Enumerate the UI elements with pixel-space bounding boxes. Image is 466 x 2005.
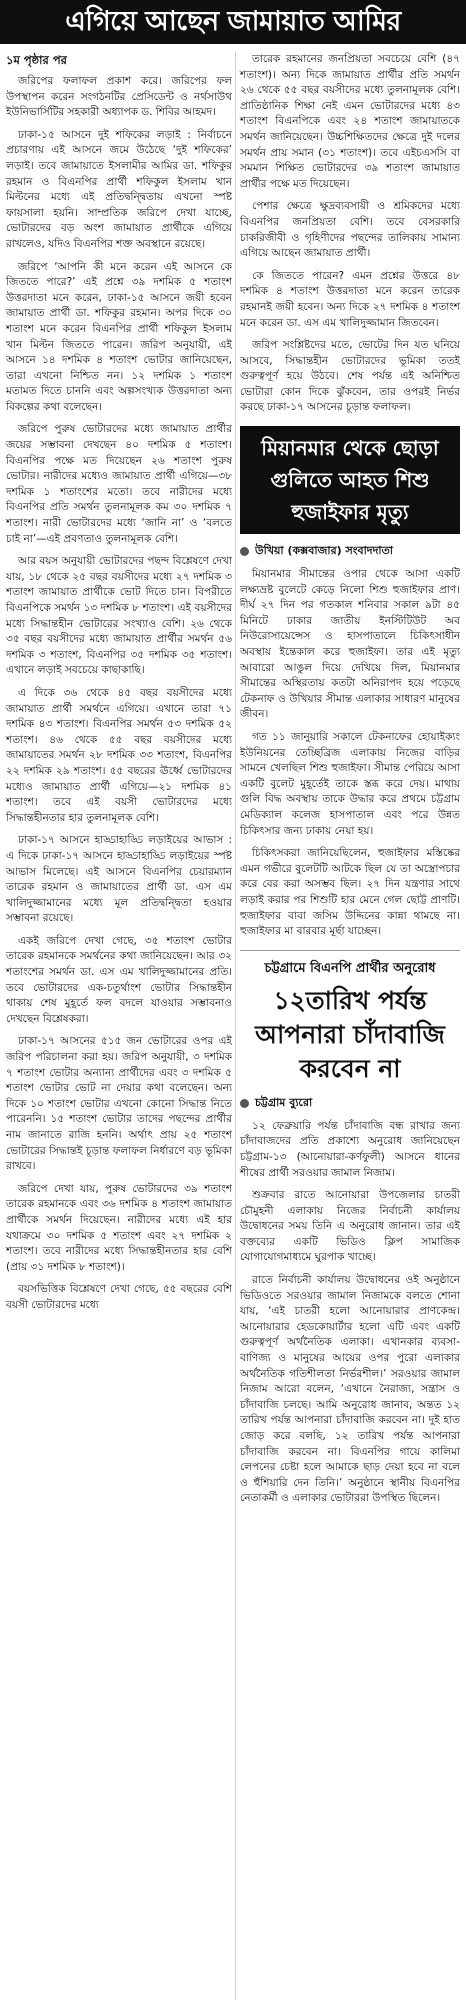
column-divider — [235, 52, 236, 2000]
story3-byline-text: চট্টগ্রাম ব্যুরো — [255, 1095, 313, 1109]
article-paragraph: একই জরিপে দেখা গেছে, ৩৫ শতাংশ ভোটার তারেক রহমানকে সমর্থনের কথা জানিয়েছেন। আর ৩২ শতাংশের সমর্থন ডা. এস এম খালিদুজ্জামানের প্রতি। তবে ভোটারদের এক-চতুর্থাংশ ভোটার সিদ্ধান্তহীন থাকায় শেষ মুহূর্তে ফল বদলে যাওয়ার সম্ভাবনাও দেখছেন বিশ্লেষকরা। — [6, 934, 232, 1025]
story2-body — [240, 567, 460, 940]
article-paragraph: আর বয়স অনুযায়ী ভোটারদের পছন্দ বিশ্লেষণে দেখা যায়, ১৮ থেকে ২৫ বছর বয়সীদের মধ্যে ২৭ দশমিক ৩ শতাংশ জামায়াত প্রার্থীকে ভোট দিতে চান। বিপরীতে বিএনপিকে সমর্থন ১৩ দশমিক ৮ শতাংশ। এই বয়সীদের মধ্যে সিদ্ধান্তহীন ভোটারের সংখ্যাও বেশি। ২৬ থেকে ৩৫ বছর বয়সীদের মধ্যে জামায়াত প্রার্থীর সমর্থন ৫৬ দশমিক ৩ শতাংশ, বিএনপির ৩৫ দশমিক ৩৫ শতাংশ। এখানে লড়াই সবচেয়ে কাছাকাছি। — [6, 555, 232, 677]
section-divider — [240, 950, 460, 951]
article-paragraph: ঢাকা-১৭ আসনে হাড্ডাহাড্ডি লড়াইয়ের আভাস : এ দিকে ঢাকা-১৭ আসনে হাড্ডাহাড্ডি লড়াইয়ের স্পষ্ট আভাস মিলেছে। এই আসনে বিএনপির চেয়ারম্যান তারেক রহমান ও জামায়াতের প্রার্থী ডা. এস এম খালিদুজ্জামানের মধ্যে মূল প্রতিদ্বন্দ্বিতা হওয়ার সম্ভাবনা রয়েছে। — [6, 834, 232, 925]
story3-body — [240, 1119, 460, 1507]
article-paragraph: গত ১১ জানুয়ারি সকালে টেকনাফের হোয়াইক্যং ইউনিয়নের তেচ্ছিব্রিজ এলাকায় নিজের বাড়ির সামনে খেলছিল শিশু হুজাইফা। সীমান্ত পেরিয়ে আসা একটি বুলেট মুহূর্তেই তাকে স্তব্ধ করে দেয়। মাথায় গুলি বিদ্ধ অবস্থায় তাকে উদ্ধার করে প্রথমে চট্টগ্রাম মেডিক্যাল কলেজ হাসপাতাল এবং পরে উন্নত চিকিৎসার জন্য ঢাকায় নেয়া হয়। — [240, 731, 460, 837]
right-article-continuation — [240, 52, 460, 416]
article-paragraph: ১২ ফেব্রুয়ারি পর্যন্ত চাঁদাবাজি বন্ধ রাখার জন্য চাঁদাবাজদের প্রতি প্রকাশ্যে অনুরোধ জানিয়েছেন চট্টগ্রাম-১৩ (আনোয়ারা-কর্ণফুলী) আসনে ধানের শীষের প্রার্থী সরওয়ার জামাল নিজাম। — [240, 1119, 460, 1179]
article-paragraph: জরিপের ফলাফল প্রকাশ করে। জরিপের ফল উপস্থাপন করেন সংগঠনটির প্রেসিডেন্ট ও নর্থসাউথ ইউনিভার্সিটির সহকারী অধ্যাপক ড. শিবির আহমদ। — [6, 75, 232, 119]
article-paragraph: কে জিততে পারেন? এমন প্রশ্নের উত্তরে ৪৮ দশমিক ৪ শতাংশ উত্তরদাতা মনে করেন তারেক রহমানই জয়ী হবেন। অন্য দিকে ২৭ দশমিক ৪ শতাংশ মনে করেন ডা. এস এম খালিদুজ্জামান জিতবেন। — [240, 269, 460, 329]
article-paragraph: ঢাকা-১৫ আসনে দুই শফিকের লড়াই : নির্বাচনে প্রচারণায় এই আসনে জমে উঠেছে ‘দুই শফিকের’ লড়াই। তবে জামায়াতে ইসলামীর আমির ডা. শফিকুর রহমান ও বিএনপির প্রার্থী শফিকুল ইসলাম খান মিল্টনের মধ্যে এই প্রতিদ্বন্দ্বিতায় এখনো স্পষ্ট ফায়সালা হয়নি। সাম্প্রতিক জরিপে দেখা যাচ্ছে, ভোটারদের বড় অংশ জামায়াত প্রার্থীকে এগিয়ে রাখলেও, যদিও বিএনপির শক্ত অবস্থানে রয়েছে। — [6, 128, 232, 250]
article-paragraph: মিয়ানমার সীমান্তের ওপার থেকে আসা একটি লক্ষ্যভ্রষ্ট বুলেটে কেড়ে নিলো শিশু হুজাইফার প্রাণ। দীর্ঘ ২৭ দিন পর গতকাল শনিবার সকাল ৯টা ৪৫ মিনিটে ঢাকার জাতীয় ইনস্টিটিউট অব নিউরোসায়েন্সেস ও হাসপাতালে চিকিৎসাধীন অবস্থায় ইন্তেকাল করে হুজাইফা। তার এই মৃত্যু আবারো আঙুল দিয়ে দেখিয়ে দিল, মিয়ানমার সীমান্তের অস্থিরতায় কতটা অনিরাপদ হয়ে পড়েছে টেকনাফ ও উখিয়ার সীমান্ত এলাকার সাধারণ মানুষের জীবন। — [240, 568, 460, 721]
story3-kicker: চট্টগ্রামে বিএনপি প্রার্থীর অনুরোধ — [264, 960, 436, 976]
bullet-icon — [240, 547, 249, 556]
article-paragraph: জরিপ সংশ্লিষ্টদের মতে, ভোটের দিন যত ঘনিয়ে আসবে, সিদ্ধান্তহীন ভোটারদের ভূমিকা ততই গুরুত্বপূর্ণ হয়ে উঠবে। শেষ পর্যন্ত এই অনিশ্চিত ভোটারা কোন দিকে ঝুঁকবেন, তার ওপরই নির্ভর করছে ঢাকা-১৭ আসনের চূড়ান্ত ফলাফল। — [240, 339, 460, 414]
article-paragraph: এ দিকে ৩৬ থেকে ৪৫ বছর বয়সীদের মধ্যে জামায়াত প্রার্থী সমর্থনে এগিয়ে। এখানে তারা ৭১ দশমিক ৪৩ শতাংশ। বিএনপির সমর্থন ৫৩ দশমিক ৫২ শতাংশ। ৪৬ থেকে ৫৫ বছর বয়সীদের মধ্যে জামায়াতের সমর্থন ২৮ দশমিক ৩৩ শতাংশ, বিএনপির ২২ দশমিক ২৯ শতাংশ। ৫৫ বছরের ঊর্ধ্বে ভোটারদের মধ্যেও জামায়াত প্রার্থী এগিয়ে—২১ দশমিক ৪১ শতাংশ। তবে এই বয়সী ভোটারদের মধ্যে সিদ্ধান্তহীনতার হার তুলনামূলক বেশি। — [6, 686, 232, 824]
story3-byline — [240, 1094, 460, 1113]
article-paragraph: শুক্রবার রাতে আনোয়ারা উপজেলার চাতরী চৌমুহনী এলাকায় নিজের নির্বাচনী কার্যালয় উদ্বোধনের সময় তিনি এ অনুরোধ জানান। তার এই বক্তব্যের একটি ভিডিও ক্লিপ সামাজিক যোগাযোগমাধ্যমে ঘুরপাক খাচ্ছে। — [240, 1189, 460, 1264]
story2-headline: মিয়ানমার থেকে ছোড়া গুলিতে আহত শিশু হুজাইফার মৃত্যু — [240, 426, 460, 534]
article-paragraph: জরিপে দেখা যায়, পুরুষ ভোটারদের ৩৯ শতাংশ তারেক রহমানকে এবং ৩৬ দশমিক ৪ শতাংশ জামায়াত প্রার্থীকে সমর্থন দিয়েছেন। নারীদের মধ্যে এই হার যথাক্রমে ৩০ দশমিক ৫ শতাংশ এবং ২৭ দশমিক ২ শতাংশ। তবে নারীদের মধ্যে সিদ্ধান্তহীনতার হার বেশি (প্রায় ৩১ দশমিক ৮ শতাংশ)। — [6, 1182, 232, 1273]
article-paragraph: রাতে নির্বাচনী কার্যালয় উদ্বোধনের ওই অনুষ্ঠানে ভিডিওতে সরওয়ার জামাল নিজামকে বলতে শোনা যায়, ‘এই চাতরী হলো আনোয়ারার প্রাণকেন্দ্র। আনোয়ারার হেডকোয়ার্টার হলো এটি এবং একটি গুরুত্বপূর্ণ অর্থনৈতিক এলাকা। এখানকার ব্যবসা-বাণিজ্য ও মানুষের আয়ের ওপর পুরো এলাকার অর্থনৈতিক গতিশীলতা নির্ভরশীল।’ সরওয়ার জামাল নিজাম আরো বলেন, ‘এখানে নৈরাজ্য, সন্ত্রাস ও চাঁদাবাজি চলছে। আমি অনুরোধ জানাব, অন্তত ১২ তারিখ পর্যন্ত আপনারা চাঁদাবাজি করবেন না। দুই হাত জোড় করে বলছি, ১২ তারিখ পর্যন্ত আপনারা চাঁদাবাজি করবেন না। বিএনপির গায়ে কালিমা লেপনের চেষ্টা হলে আমাকে ছাড় দেয়া হবে না বলে ও হুঁশিয়ারি দেন তিনি।’ অনুষ্ঠানে স্থানীয় বিএনপির নেতাকর্মী ও এলাকার ভোটাররা উপস্থিত ছিলেন। — [240, 1274, 460, 1505]
story2-byline — [240, 542, 460, 561]
article-paragraph: পেশার ক্ষেত্রে ক্ষুদ্রব্যবসায়ী ও শ্রমিকদের মধ্যে বিএনপির জনপ্রিয়তা বেশি। তবে বেসরকারি চাকরিজীবী ও গৃহিণীদের পছন্দের তালিকায় সামান্য এগিয়ে আছেন জামায়াত প্রার্থী। — [240, 200, 460, 260]
main-headline: এগিয়ে আছেন জামায়াত আমির — [0, 0, 466, 44]
article-paragraph: ঢাকা-১৭ আসনের ৫১৫ জন ভোটারের ওপর এই জরিপ পরিচালনা করা হয়। জরিপ অনুযায়ী, ৩ দশমিক ৭ শতাংশ ভোটার অন্যান্য প্রার্থীদের এবং ৩ দশমিক ৫ শতাংশ ভোটার ভোট না দেয়ার কথা বলেছেন। অন্য দিকে ১০ শতাংশ ভোটার এখনো কোনো সিদ্ধান্ত নিতে পারেননি। ১৫ শতাংশ ভোটার তাদের পছন্দের প্রার্থীর নাম জানাতে রাজি হননি। অর্থাৎ প্রায় ২৫ শতাংশ ভোটারের সিদ্ধান্তই চূড়ান্ত ফলাফল নির্ধারণে বড় ভূমিকা রাখবে। — [6, 1035, 232, 1173]
article-paragraph: জরিপে পুরুষ ভোটারদের মধ্যে জামায়াত প্রার্থীর জয়ের সম্ভাবনা দেখছেন ৪০ দশমিক ৫ শতাংশ। বিএনপির পক্ষে মত দিয়েছেন ২৬ শতাংশ পুরুষ ভোটার। নারীদের মধ্যেও জামায়াত প্রার্থী এগিয়ে—৩৮ দশমিক ১ শতাংশের মতো। তবে নারীদের মধ্যে বিএনপির প্রতি সমর্থন তুলনামূলক কম ৩০ দশমিক ৭ শতাংশ। নারী ভোটারদের মধ্যে ‘জানি না’ ও ‘বলতে চাই না’—এই প্রবণতাও তুলনামূলক বেশি। — [6, 423, 232, 545]
article-paragraph: চিকিৎসকরা জানিয়েছিলেন, হুজাইফার মস্তিষ্কের এমন গভীরে বুলেটটি আটকে ছিল যে তা অস্ত্রোপচার করে বের করা অসম্ভব ছিল। ২৭ দিন যন্ত্রণার সাথে লড়াই করার পর শিশুটি হার মেনে গেল ছোট্ট প্রাণটি। হুজাইফার বাবা জসিম উদ্দিনের কান্না থামছে না। হুজাইফার মা বারবার মূর্ছা যাচ্ছেন। — [240, 847, 460, 938]
left-column — [6, 52, 232, 1321]
article-paragraph: বয়সভিত্তিক বিশ্লেষণে দেখা গেছে, ৫৫ বছরের বেশি বয়সী ভোটারদের মধ্যে — [6, 1283, 232, 1311]
story3-headline: ১২তারিখ পর্যন্ত আপনারা চাঁদাবাজি করবেন না — [255, 985, 445, 1083]
right-column — [240, 52, 460, 1514]
story2-byline-text: উখিয়া (কক্সবাজার) সংবাদদাতা — [255, 544, 393, 558]
bullet-icon — [240, 1099, 249, 1108]
article-paragraph: তারেক রহমানের জনপ্রিয়তা সবচেয়ে বেশি (৪৭ শতাংশ)। অন্য দিকে জামায়াত প্রার্থীর প্রতি সমর্থন ২৬ থেকে ৫৫ বছর বয়সীদের মধ্যে তুলনামূলক বেশি। প্রাতিষ্ঠানিক শিক্ষা নেই এমন ভোটারদের মধ্যে ৪৩ শতাংশ বিএনপিকে এবং ২৪ শতাংশ জামায়াতকে সমর্থন জানিয়েছেন। উচ্চশিক্ষিতদের ক্ষেত্রে দুই দলের সমর্থন প্রায় সমান (৩১ শতাংশ)। তবে এইচএসসি বা সমমান শিক্ষিত ভোটারদের ৩৯ শতাংশ জামায়াত প্রার্থীর পক্ষে মত দিয়েছেন। — [240, 53, 460, 190]
article-paragraph: জরিপে ‘আপনি কী মনে করেন এই আসনে কে জিততে পারে?’ এই প্রশ্নে ৩৯ দশমিক ৫ শতাংশ উত্তরদাতা মনে করেন, ঢাকা-১৫ আসনে জয়ী হবেন জামায়াত প্রার্থী ডা. শফিকুর রহমান। অপর দিকে ৩০ শতাংশ মনে করেন বিএনপির প্রার্থী শফিকুল ইসলাম খান মিল্টন জিততে পারেন। জরিপ অনুযায়ী, এই আসনে ১৪ দশমিক ৪ শতাংশ ভোটার জানিয়েছেন, তারা এখনো নিশ্চিত নন। ১২ দশমিক ১ শতাংশ মতামত দিতে চাননি এবং অল্পসংখ্যক উত্তরদাতা অন্য বিকল্পের কথা বলেছেন। — [6, 260, 232, 413]
continuation-label: ১ম পৃষ্ঠার পর — [6, 53, 67, 67]
left-article-body — [6, 74, 232, 1314]
